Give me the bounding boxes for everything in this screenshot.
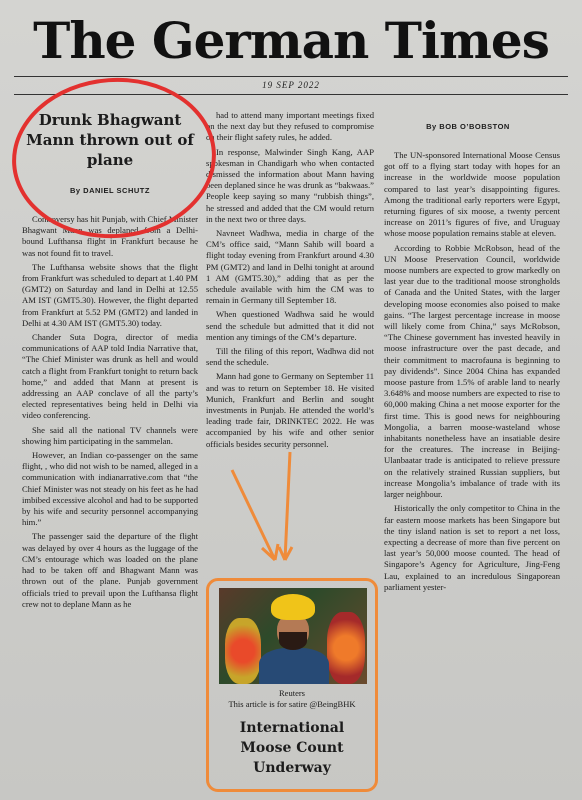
- lead-column-2: [206, 110, 374, 576]
- paragraph: According to Robbie McRobson, head of the UN Moose Preservation Council, worldwide moose numbers are expected to grow markedly on last year due to the traditional moose strongholds of Canada and the United States, with the larger developing moose economies also poised to make gains. “The largest percentage increase in moose will likely come from China,” says McRobson, “The Chinese government has invested heavily in moose infrastructure over the past decade, and their commitment to macrofauna is beginning to pay dividends”. Since 2004 China has expanded moose pasture from 1.5% of arable land to nearly 3.648% and moose numbers are expected to rise to 60,000 making China a net moose exporter for the first time. This is good news for neighbouring Mongolia, a barren moose-wasteland whose inhabitants nonetheless have an insatiable desire for the creatures. The increase in Beijing-Ulanbaatar trade is anticipated to relieve pressure on the relatively strained Russian suppliers, but increase Mongolia’s imbalance of trade with its larger neighbour.: [384, 242, 560, 500]
- paragraph: However, an Indian co-passenger on the same flight, , who did not wish to be named, alleged in a communication with indianarrative.com that “the Chief Minister was not steady on his feet as he had imbibed excessive alcohol and had to be supported by his wife and security personnel accompanying him.”: [22, 450, 198, 528]
- person-body: [259, 648, 329, 684]
- paragraph: Chander Suta Dogra, director of media communications of AAP told India Narrative that, “The Chief Minister was drunk as hell and would catch a flight from Frankfurt tonight to return back home,” and added that Mann at present is addressing an AAP conclave of all the party’s elected representatives being held in Delhi via video conferencing.: [22, 332, 198, 421]
- paragraph: Controversy has hit Punjab, with Chief Minister Bhagwant Mann was deplaned from a Delhi-bound Lufthansa flight in Frankfurt because he was not found fit to travel.: [22, 214, 198, 258]
- paragraph: Historically the only competitor to China in the far eastern moose markets has been Singapore but the tiny island nation is set to report a net loss, expecting a decrease of more than five percent on last year’s 50,000 moose counted. The head of Singapore’s Agency for Agriculture, Jing-Feng Lau, explained to an incredulous Singaporean parliament yester-: [384, 503, 560, 592]
- garland-left: [225, 618, 261, 684]
- second-byline: By BOB O’BOBSTON: [426, 122, 510, 131]
- masthead-rule-bottom: [14, 94, 568, 95]
- paragraph: The UN-sponsored International Moose Census got off to a flying start today with hopes for an increase in the worldwide moose population compared to last year’s disappointing figures. Among the traditional early reporters were Egypt, returning figures of six moose, a twenty percent increase on 2011’s figures of five, and Uruguay whose moose population remains stable at eleven.: [384, 150, 560, 239]
- lead-byline: By DANIEL SCHUTZ: [70, 186, 150, 195]
- paragraph: In response, Malwinder Singh Kang, AAP spokesman in Chandigarh who when contacted dismissed the information about Mann having been deplaned since he was drunk as “bakwaas.” People keep saying so many “rubbish things”, he stressed and added that the CM would return in the next two or three days.: [206, 146, 374, 224]
- paragraph: Navneet Wadhwa, media in charge of the CM’s office said, “Mann Sahib will board a flight today evening from Frankfurt around 4.30 PM (GMT2) and land in Delhi tonight at around 1 AM (GMT5.30),” adding that as per the schedule available with him the CM was to remain in Germany till September 18.: [206, 228, 374, 306]
- issue-date: 19 SEP 2022: [262, 80, 320, 90]
- photo-credit: Reuters: [279, 688, 305, 698]
- paragraph: Mann had gone to Germany on September 11 and was to return on September 18. He visited Munich, Frankfurt and Berlin and sought investments in Punjab. He attended the world’s leading trade fair, DRINKTEC 2022. He was accompanied by his wife and other senior officials besides security personnel.: [206, 371, 374, 449]
- satire-note: This article is for satire @BeingBHK: [228, 699, 356, 709]
- photo-caption: [212, 688, 372, 710]
- person-turban: [271, 594, 315, 620]
- person-beard: [279, 632, 307, 650]
- lead-headline: Drunk Bhagwant Mann thrown out of plane: [26, 111, 194, 169]
- paragraph: She said all the national TV channels were showing him participating in the sammelan.: [22, 424, 198, 446]
- masthead: The German Times: [33, 11, 549, 70]
- paragraph: The Lufthansa website shows that the flight from Frankfurt was scheduled to depart at 1.40 PM (GMT2) on Saturday and land in Delhi at 12.55 AM IST (GMT5.30). However, the flight departed from Frankfurt at 5.52 PM (GMT2) and landed in Delhi at 4.30 AM IST (GMT5.30) today.: [22, 261, 198, 328]
- lead-column-1: [22, 214, 198, 794]
- box-headline: International Moose Count Underway: [239, 720, 345, 776]
- paragraph: The passenger said the departure of the flight was delayed by over 4 hours as the luggage of the CM’s entourage which was loaded on the plane had to be taken off and Bhagwant Mann was thrown out of the plane. Punjab government officials tried to prevail upon the Lufthansa flight crew not to deplane Mann as he: [22, 531, 198, 609]
- second-column: [384, 150, 560, 794]
- paragraph: When questioned Wadhwa said he would send the schedule but admitted that it did not mention any timings of the CM’s departure.: [206, 309, 374, 342]
- garland-right: [327, 612, 365, 684]
- paragraph: Till the filing of this report, Wadhwa did not send the schedule.: [206, 346, 374, 368]
- masthead-rule-top: [14, 76, 568, 77]
- news-photo: [219, 588, 367, 684]
- paragraph: had to attend many important meetings fixed on the next day but they refused to compromise on their flight safety rules, he added.: [206, 110, 374, 143]
